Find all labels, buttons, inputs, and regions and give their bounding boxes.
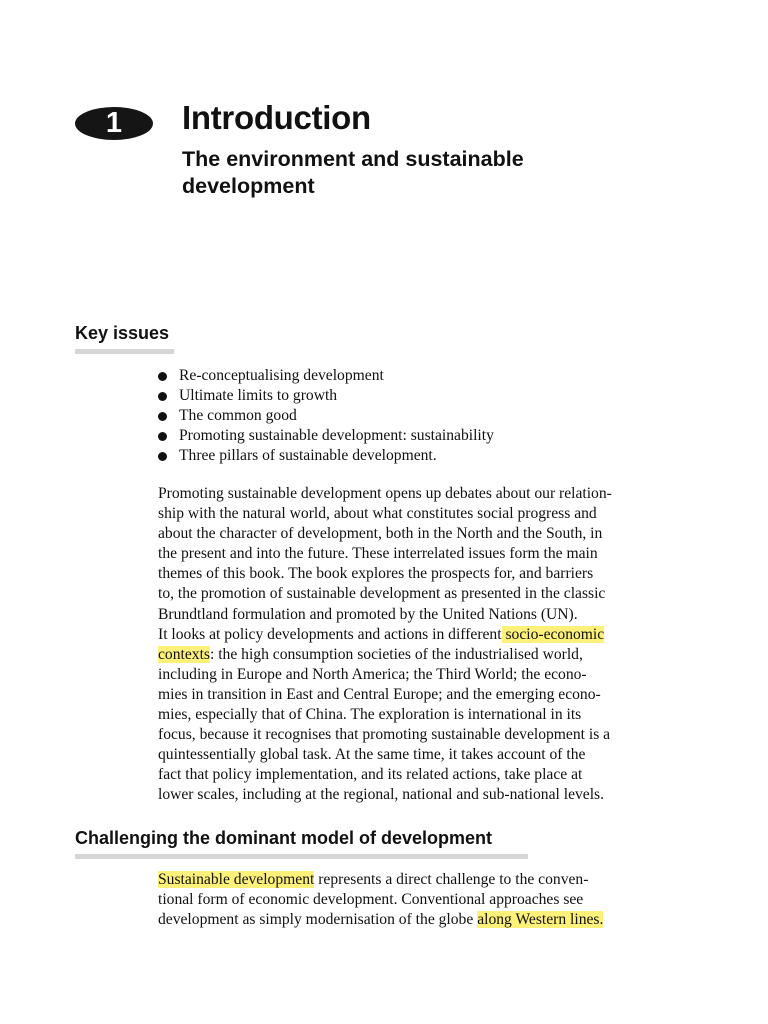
text-run: lower scales, including at the regional, national and sub-national levels. [158,786,605,804]
text-line [158,745,612,765]
bullet-icon [158,432,167,441]
text-line [158,890,603,910]
text-run: quintessentially global task. At the same time, it takes account of the [158,746,586,764]
text-run: mies in transition in East and Central Europe; and the emerging econo- [158,685,601,703]
chapter-title: Introduction [182,99,371,136]
list-item-text: Ultimate limits to growth [179,387,338,404]
heading-underline-rule [75,854,528,859]
heading-underline-rule [75,349,174,354]
text-run: Brundtland formulation and promoted by the United Nations (UN). [158,605,578,623]
chapter-number-badge: 1 [75,107,153,140]
text-line [158,785,612,805]
text-line [158,504,612,524]
highlighted-text: socio-economic [501,625,605,643]
subtitle-line: development [182,174,315,198]
text-line [158,584,612,604]
list-item-text: Three pillars of sustainable development. [179,447,437,464]
bullet-icon [158,372,167,381]
text-line [158,645,612,665]
text-line [158,564,612,584]
text-run: development as simply modernisation of the globe [158,911,478,929]
text-run: It looks at policy developments and actions in different [158,625,502,643]
text-line [158,910,603,930]
text-run: represents a direct challenge to the conven- [314,871,589,888]
bullet-icon [158,392,167,401]
subtitle-line: The environment and sustainable [182,147,524,171]
list-item-text: Promoting sustainable development: sustainability [179,427,494,444]
highlighted-text: along Western lines. [477,911,604,929]
text-run: to, the promotion of sustainable development as presented in the classic [158,585,606,603]
text-run: themes of this book. The book explores the prospects for, and barriers [158,565,594,583]
text-line [158,870,603,890]
text-run: mies, especially that of China. The exploration is international in its [158,706,582,724]
section-paragraph [158,870,603,930]
text-line [158,705,612,725]
list-item [158,366,494,386]
section-heading: Challenging the dominant model of development [75,828,493,848]
text-line [158,625,612,645]
highlighted-text: contexts [158,645,210,663]
text-run: ship with the natural world, about what constitutes social progress and [158,505,597,523]
text-line [158,685,612,705]
list-item [158,386,494,406]
intro-paragraph [158,484,612,806]
text-run: : the high consumption societies of the industrialised world, [209,645,583,663]
text-run: about the character of development, both in the North and the South, in [158,525,603,543]
text-run: focus, because it recognises that promoting sustainable development is a [158,726,611,744]
text-line [158,524,612,544]
text-line [158,605,612,625]
highlighted-text: Sustainable development [158,871,315,888]
list-item-text: The common good [179,407,297,424]
list-item [158,406,494,426]
text-run: Promoting sustainable development opens up debates about our relation- [158,485,612,502]
chapter-subtitle [182,146,662,200]
text-run: including in Europe and North America; the Third World; the econo- [158,665,587,683]
list-item [158,426,494,446]
text-line [158,725,612,745]
list-item-text: Re-conceptualising development [179,367,384,384]
text-run: the present and into the future. These interrelated issues form the main [158,545,598,563]
bullet-icon [158,452,167,461]
bullet-icon [158,412,167,421]
text-line [158,484,612,504]
text-run: fact that policy implementation, and its related actions, take place at [158,766,583,784]
key-issues-list [158,366,494,466]
text-line [158,544,612,564]
text-line [158,665,612,685]
key-issues-heading: Key issues [75,323,170,343]
list-item [158,446,494,466]
text-line [158,765,612,785]
text-run: tional form of economic development. Conventional approaches see [158,891,584,909]
